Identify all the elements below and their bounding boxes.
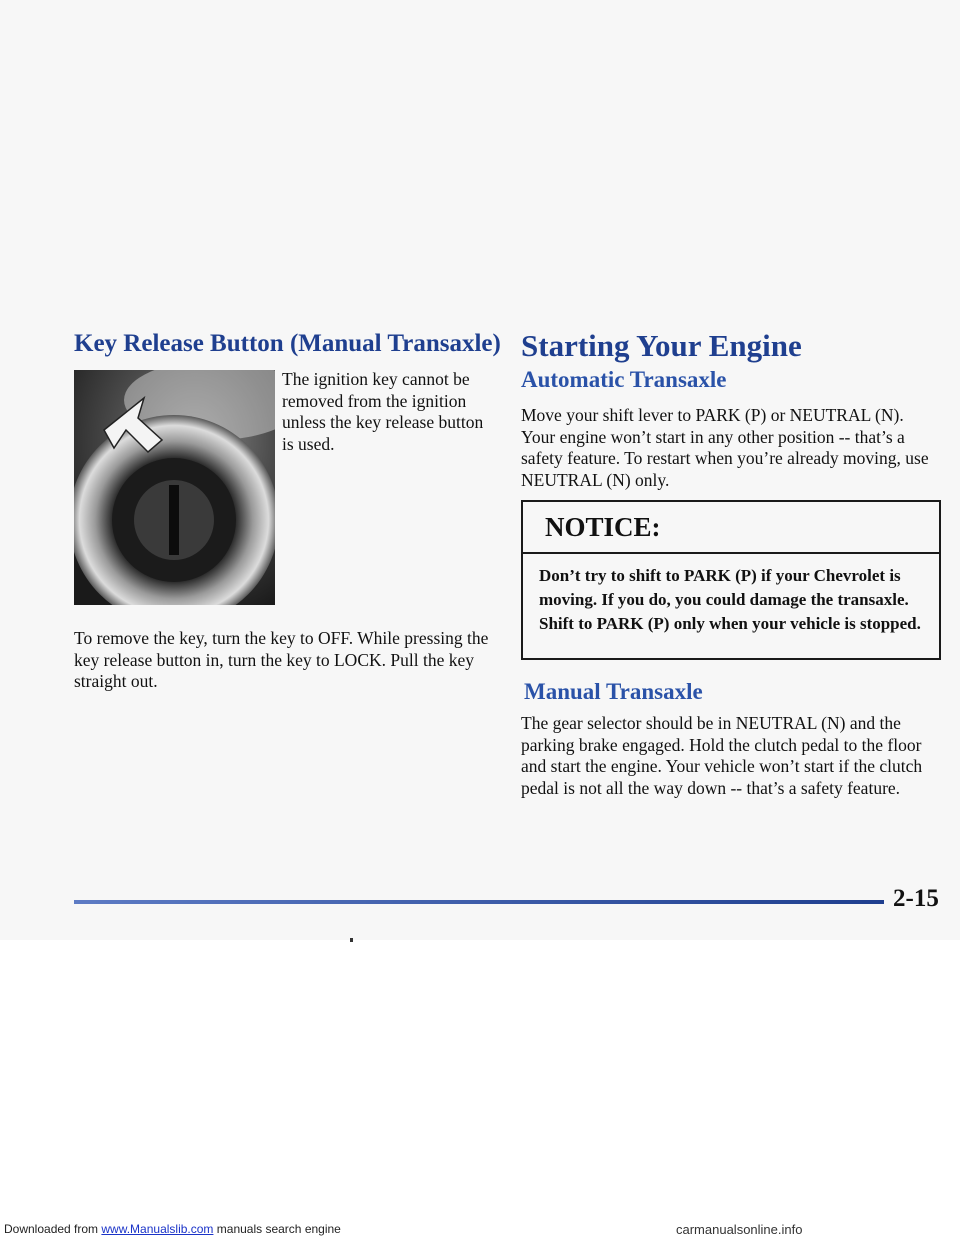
notice-header — [523, 502, 939, 554]
automatic-transaxle-heading: Automatic Transaxle — [521, 367, 727, 392]
stray-mark — [350, 938, 353, 942]
manual-transaxle-heading: Manual Transaxle — [524, 679, 703, 704]
automatic-transaxle-text: Move your shift lever to PARK (P) or NEUTRAL (N). Your engine won’t start in any other position -- that’s a safety feature. To restart when you’re already moving, use NEUTRAL (N) only. — [521, 405, 929, 490]
notice-title: NOTICE: — [545, 512, 661, 542]
notice-text: Don’t try to shift to PARK (P) if your Chevrolet is moving. If you do, you could damage the transaxle. Shift to PARK (P) only when your vehicle is stopped. — [539, 566, 921, 633]
footer-suffix: manuals search engine — [213, 1222, 341, 1236]
page-number: 2-15 — [893, 885, 939, 912]
download-footer — [4, 1222, 341, 1236]
manual-transaxle-text: The gear selector should be in NEUTRAL (N) and the parking brake engaged. Hold the clutch pedal to the floor and start the engine. Your vehicle won’t start if the clutch pedal is not all the way down -- that’s a safety feature. — [521, 713, 923, 798]
watermark-text: carmanualsonline.info — [676, 1222, 803, 1237]
starting-engine-heading: Starting Your Engine — [521, 328, 802, 363]
key-release-heading: Key Release Button (Manual Transaxle) — [74, 330, 501, 357]
remove-key-text: To remove the key, turn the key to OFF. While pressing the key release button in, turn the key to LOCK. Pull the key straight out. — [74, 628, 489, 691]
ignition-lock-illustration — [74, 370, 275, 605]
ignition-photo — [74, 370, 275, 605]
footer-prefix: Downloaded from — [4, 1222, 102, 1236]
manualslib-link[interactable]: www.Manualslib.com — [101, 1222, 214, 1236]
notice-box — [521, 500, 941, 660]
ignition-key-text: The ignition key cannot be removed from the ignition unless the key release button is used. — [282, 369, 484, 454]
footer-rule — [74, 900, 884, 904]
